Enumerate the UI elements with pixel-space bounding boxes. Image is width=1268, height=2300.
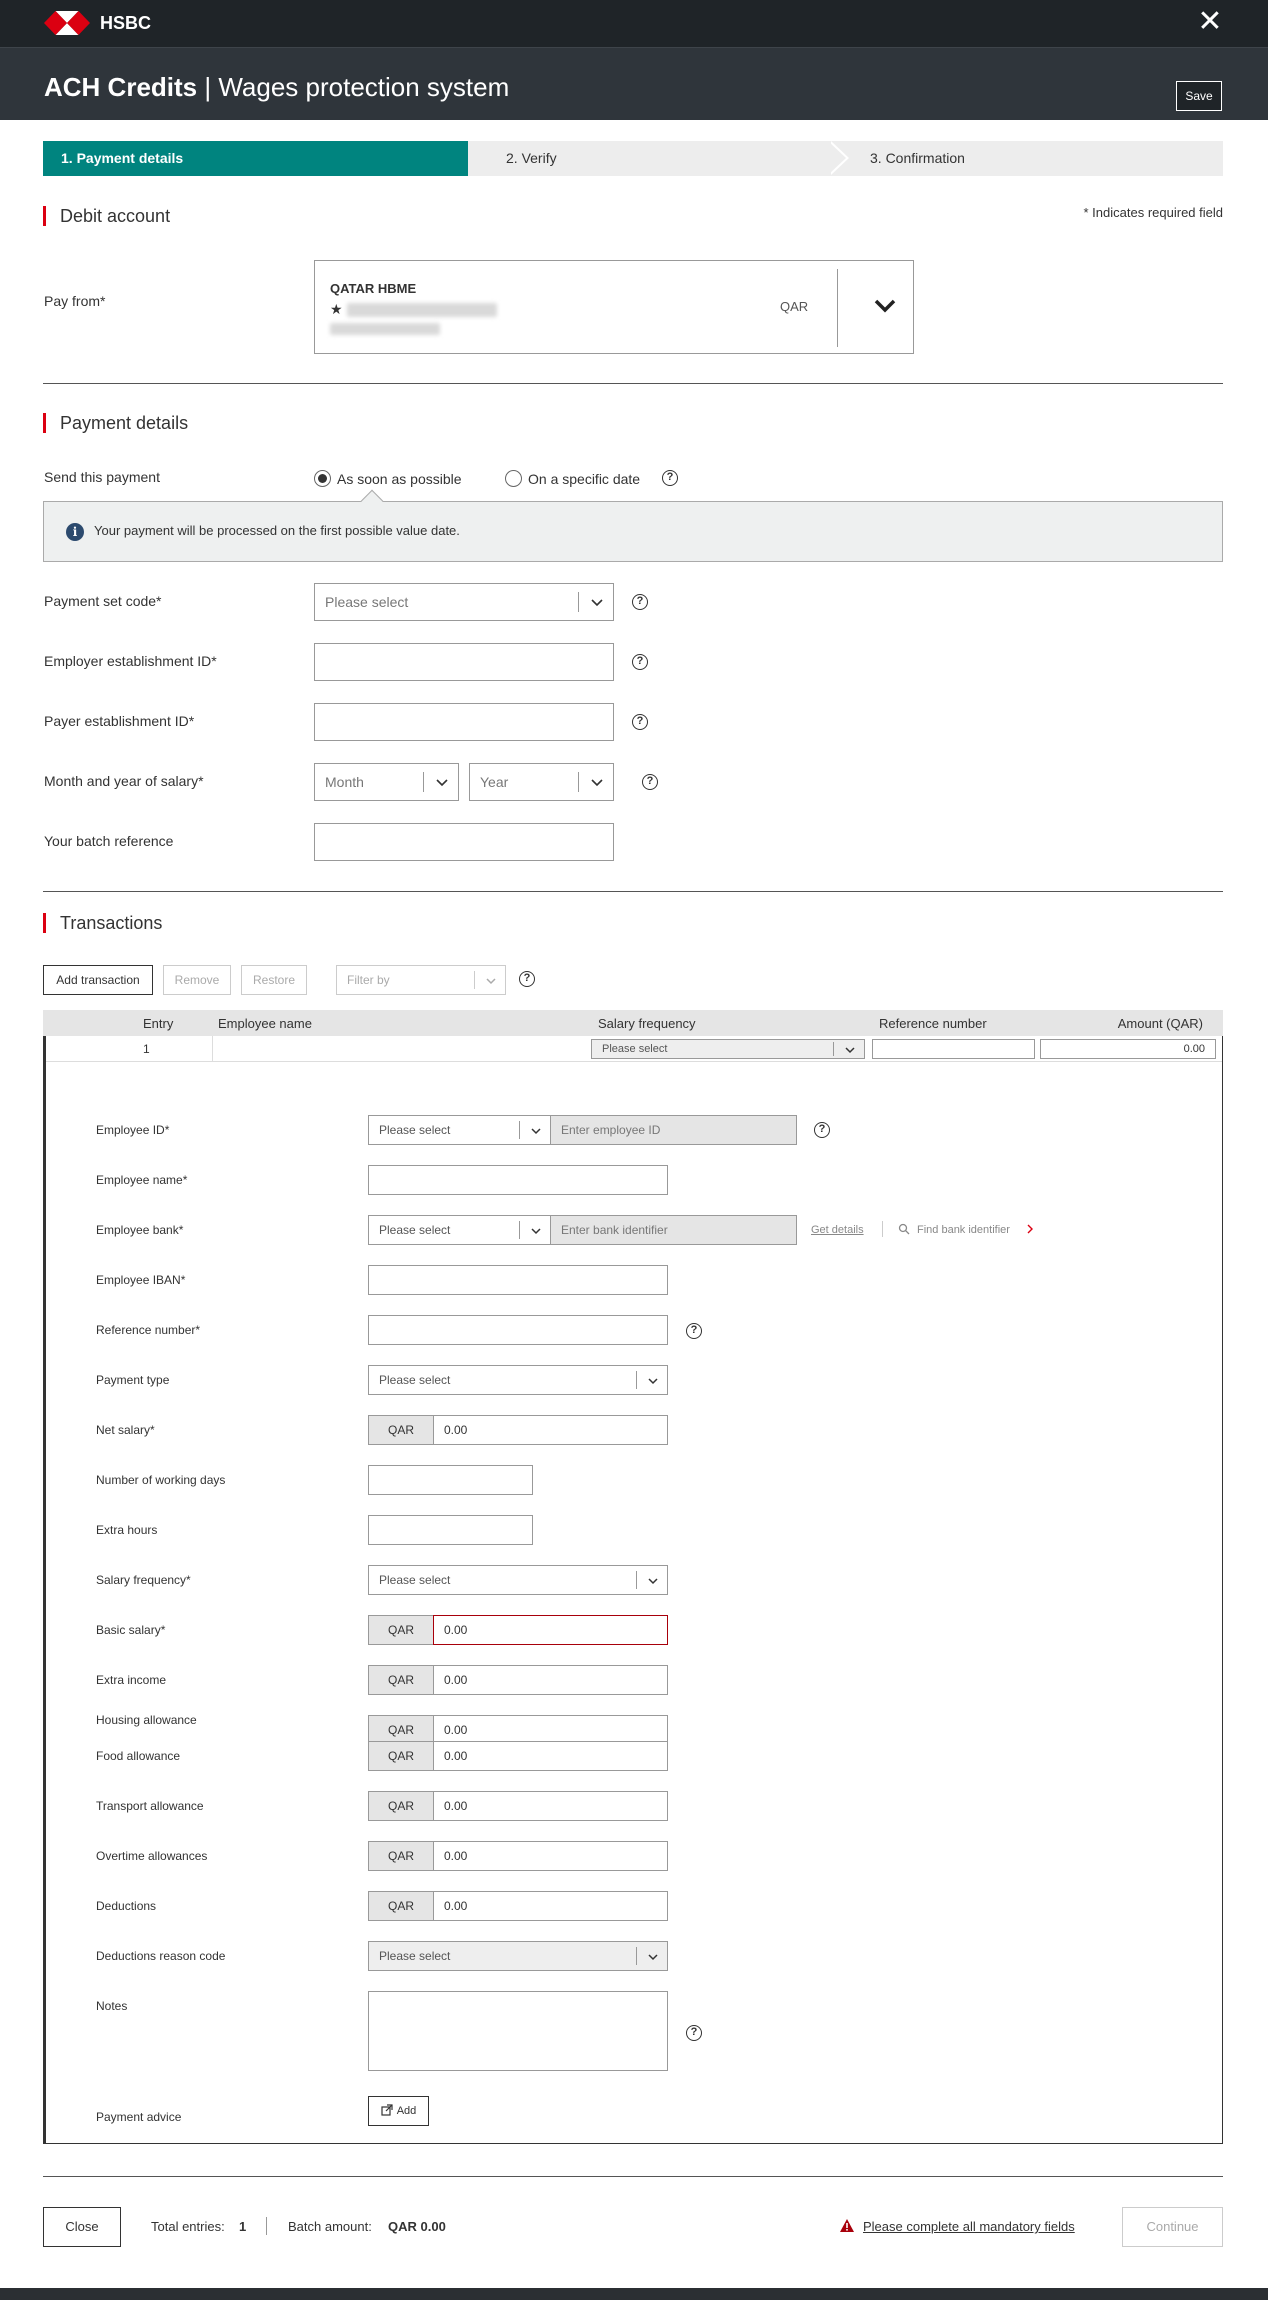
reference-number-label: Reference number* [96,1323,201,1337]
food-currency: QAR [368,1741,434,1771]
deductions-reason-label: Deductions reason code [96,1949,226,1963]
step-verify: 2. Verify [468,141,828,176]
basic-salary-input[interactable]: 0.00 [433,1615,668,1645]
food-allowance-input[interactable]: 0.00 [433,1741,668,1771]
help-icon[interactable]: ? [814,1122,830,1138]
send-payment-label: Send this payment [44,469,160,485]
chevron-down-icon [435,776,449,790]
help-icon[interactable]: ? [686,2025,702,2041]
extra-hours-input[interactable] [368,1515,533,1545]
employee-name-label: Employee name* [96,1173,188,1187]
housing-label: Housing allowance [96,1713,197,1727]
title-bar [0,47,1268,120]
payment-set-code-label: Payment set code* [44,593,162,609]
employee-bank-label: Employee bank* [96,1223,184,1237]
batch-reference-input[interactable] [314,823,614,861]
net-salary-input[interactable]: 0.00 [433,1415,668,1445]
overtime-currency: QAR [368,1841,434,1871]
continue-button[interactable]: Continue [1122,2207,1223,2247]
filter-value: Filter by [347,973,390,987]
star-icon: ★ [330,301,343,317]
iban-input[interactable] [368,1265,668,1295]
remove-button[interactable]: Remove [163,965,231,995]
employer-id-input[interactable] [314,643,614,681]
batch-amount-label: Batch amount: [288,2219,372,2234]
help-icon[interactable]: ? [632,594,648,610]
masked-account-detail [330,323,440,335]
hsbc-logo [44,6,151,40]
payment-type-value: Please select [379,1373,451,1387]
col-reference-number: Reference number [879,1016,987,1031]
notes-label: Notes [96,1999,128,2013]
housing-input[interactable]: 0.00 [433,1715,668,1745]
radio-selected-icon [314,470,331,487]
month-year-label: Month and year of salary* [44,773,204,789]
debit-account-title: Debit account [43,206,170,226]
transport-currency: QAR [368,1791,434,1821]
help-icon[interactable]: ? [632,714,648,730]
masked-account-number [347,303,497,317]
divider [43,383,1223,384]
chevron-down-icon [530,1125,542,1137]
net-salary-currency: QAR [368,1415,434,1445]
search-icon [898,1223,910,1235]
payment-type-select[interactable] [368,1365,668,1395]
top-bar [0,0,1268,47]
overtime-label: Overtime allowances [96,1849,208,1863]
radio-asap-label: As soon as possible [337,470,462,487]
page-title [44,72,509,103]
hsbc-hexagon-icon [44,11,90,35]
help-icon[interactable]: ? [642,774,658,790]
food-allowance-label: Food allowance [96,1749,181,1763]
reference-number-input[interactable] [368,1315,668,1345]
chevron-down-icon [647,1575,659,1587]
row-amount-input[interactable]: 0.00 [1040,1039,1216,1059]
account-name: QATAR HBME [330,281,417,296]
chevron-down-icon [590,596,604,610]
info-message [43,501,1223,562]
housing-currency: QAR [368,1715,434,1745]
help-icon[interactable]: ? [662,470,678,486]
salary-frequency-label: Salary frequency* [96,1573,191,1587]
employee-id-input[interactable]: Enter employee ID [550,1115,797,1145]
row-entry: 1 [143,1042,150,1056]
radio-unselected-icon [505,470,522,487]
required-note: * Indicates required field [1083,205,1223,220]
housing-allowance-clipped [90,1710,690,1737]
deductions-reason-value: Please select [379,1949,451,1963]
batch-amount-value: QAR 0.00 [388,2219,446,2234]
employee-bank-type-select[interactable] [368,1215,551,1245]
radio-asap[interactable] [314,470,462,487]
employer-id-label: Employer establishment ID* [44,653,217,669]
net-salary-label: Net salary* [96,1423,155,1437]
col-employee-name: Employee name [218,1016,312,1031]
batch-reference-label: Your batch reference [44,833,174,849]
stepper [43,141,1223,176]
info-text: Your payment will be processed on the first possible value date. [94,523,460,538]
employee-bank-type-value: Please select [379,1223,451,1237]
help-icon[interactable]: ? [686,1323,702,1339]
chevron-down-icon [530,1225,542,1237]
month-select[interactable] [314,763,459,801]
col-entry: Entry [143,1016,174,1031]
basic-salary-currency: QAR [368,1615,434,1645]
info-caret [361,490,384,513]
total-entries-label: Total entries: [151,2219,225,2234]
payer-id-input[interactable] [314,703,614,741]
find-bank-link[interactable]: Find bank identifier [917,1224,1010,1236]
transactions-table-header [43,1010,1223,1036]
row-salary-frequency-select[interactable] [591,1039,865,1059]
add-transaction-button[interactable]: Add transaction [43,965,153,995]
salary-frequency-value: Please select [379,1573,451,1587]
employee-id-type-select[interactable] [368,1115,551,1145]
close-button[interactable]: Close [43,2207,121,2247]
page-title-bold: ACH Credits [44,72,198,102]
payment-type-label: Payment type [96,1373,170,1387]
deductions-label: Deductions [96,1899,157,1913]
transactions-title: Transactions [43,913,162,933]
divider [43,891,1223,892]
chevron-down-icon [590,776,604,790]
row-reference-input[interactable] [872,1039,1035,1059]
working-days-input[interactable] [368,1465,533,1495]
chevron-down-icon [485,975,497,987]
help-icon[interactable]: ? [519,971,535,987]
step-confirmation: 3. Confirmation [828,141,1223,176]
extra-income-input[interactable]: 0.00 [433,1665,668,1695]
restore-button[interactable]: Restore [241,965,307,995]
extra-income-currency: QAR [368,1665,434,1695]
step-payment-details: 1. Payment details [43,141,468,176]
filter-select[interactable] [336,965,506,995]
external-link-icon [381,2104,393,2116]
total-entries-value: 1 [239,2219,247,2234]
help-icon[interactable]: ? [632,654,648,670]
chevron-down-icon [844,1044,856,1056]
close-icon[interactable]: ✕ [1197,5,1223,38]
year-value: Year [480,774,509,790]
divider [43,2176,1223,2177]
deductions-reason-select[interactable] [368,1941,668,1971]
deductions-input[interactable]: 0.00 [433,1891,668,1921]
iban-label: Employee IBAN* [96,1273,186,1287]
add-advice-label: Add [396,2105,417,2117]
employee-id-label: Employee ID* [96,1123,170,1137]
pay-from-label: Pay from* [44,293,106,309]
employee-id-type-value: Please select [379,1123,451,1137]
chevron-down-icon [647,1375,659,1387]
page-title-rest: Wages protection system [218,72,510,102]
payment-set-code-select[interactable] [314,583,614,621]
employee-name-input[interactable] [368,1165,668,1195]
brand-name: HSBC [100,12,152,33]
mandatory-fields-link[interactable]: Please complete all mandatory fields [863,2219,1075,2234]
payer-id-label: Payer establishment ID* [44,713,195,729]
radio-specific-date[interactable] [505,470,640,487]
month-value: Month [325,774,364,790]
info-icon: i [66,523,84,541]
account-currency: QAR [780,299,809,314]
transport-allowance-label: Transport allowance [96,1799,204,1813]
page-title-separator: | [197,72,219,102]
radio-specific-label: On a specific date [528,470,641,487]
extra-income-label: Extra income [96,1673,167,1687]
col-amount: Amount (QAR) [1117,1016,1203,1031]
basic-salary-label: Basic salary* [96,1623,166,1637]
notes-textarea[interactable] [368,1991,668,2071]
transport-allowance-input[interactable]: 0.00 [433,1791,668,1821]
debit-account-select[interactable] [314,260,914,354]
payment-set-code-value: Please select [325,594,409,610]
save-button[interactable]: Save [1176,81,1222,111]
table-row[interactable] [46,1036,1222,1062]
main-panel [0,120,1268,2288]
overtime-input[interactable]: 0.00 [433,1841,668,1871]
add-advice-button[interactable] [368,2096,429,2126]
account-divider [837,269,838,347]
bank-identifier-input[interactable]: Enter bank identifier [550,1215,797,1245]
payment-details-title: Payment details [43,413,188,433]
warning-icon [839,2218,855,2233]
extra-hours-label: Extra hours [96,1523,158,1537]
working-days-label: Number of working days [96,1473,226,1487]
row-salary-frequency-value: Please select [602,1043,668,1055]
year-select[interactable] [469,763,614,801]
chevron-down-icon [647,1951,659,1963]
payment-advice-label: Payment advice [96,2110,182,2124]
get-details-link[interactable]: Get details [811,1224,864,1236]
salary-frequency-select[interactable] [368,1565,668,1595]
deductions-currency: QAR [368,1891,434,1921]
col-salary-frequency: Salary frequency [598,1016,696,1031]
chevron-right-icon[interactable] [1026,1224,1034,1234]
chevron-down-icon[interactable] [870,291,900,321]
